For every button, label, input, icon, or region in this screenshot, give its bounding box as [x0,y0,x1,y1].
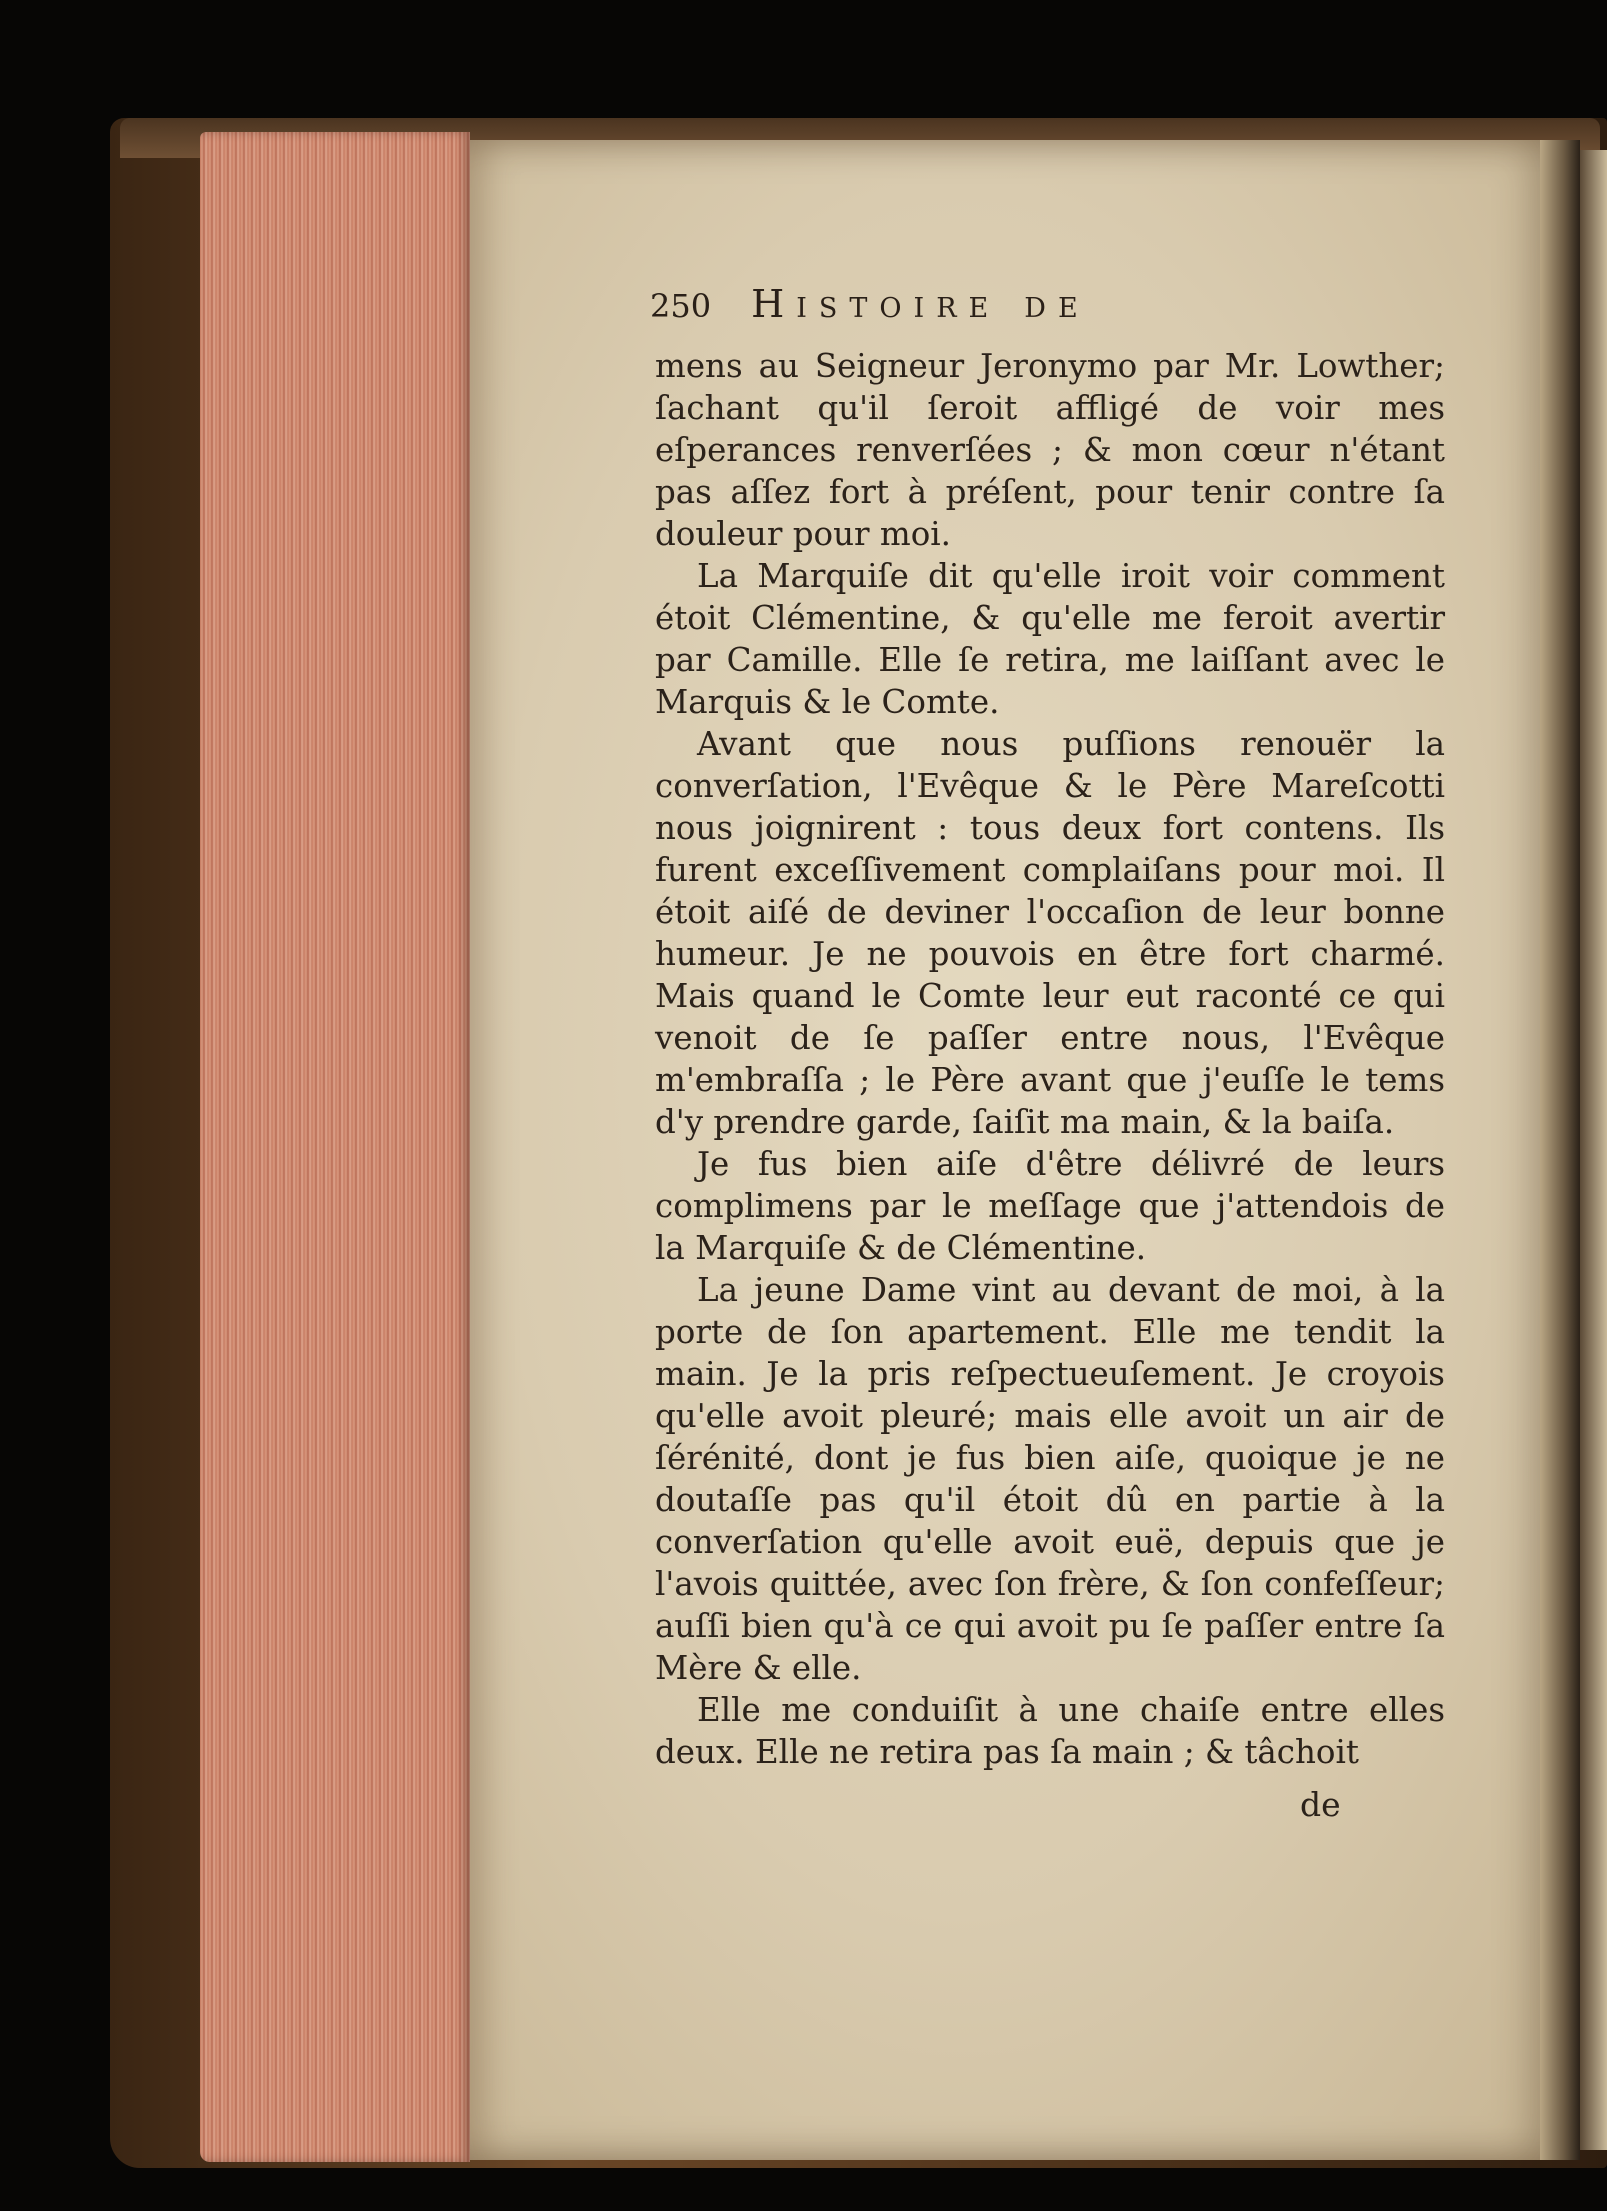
running-header [650,282,1450,326]
page-body [655,345,1445,1773]
paragraph: Je fus bien aiſe d'être délivré de leurs complimens par le meſſage que j'attendois de la Marquiſe & de Clémentine. [655,1145,1445,1267]
catchword: de [1300,1785,1341,1824]
page-edges [200,132,470,2162]
page-number: 250 [650,287,712,325]
paragraph: La jeune Dame vint au devant de moi, à la porte de ſon apartement. Elle me tendit la main. Je la pris reſpectueuſement. Je croyois qu'elle avoit pleuré; mais elle avoit un air de ſérénité, dont je fus bien aiſe, quoique je ne doutaſſe pas qu'il étoit dû en partie à la converſation qu'elle avoit euë, depuis que je l'avois quittée, avec ſon frère, & ſon confeſſeur; auſſi bien qu'à ce qui avoit pu ſe paſſer entre ſa Mère & elle. [655,1271,1445,1687]
running-title: Histoire de [751,282,1090,326]
paragraph: Avant que nous puſſions renouër la converſation, l'Evêque & le Père Mareſcotti nous joignirent : tous deux fort contens. Ils furent exceſſivement complaiſans pour moi. Il étoit aiſé de deviner l'occaſion de leur bonne humeur. Je ne pouvois en être fort charmé. Mais quand le Comte leur eut raconté ce qui venoit de ſe paſſer entre nous, l'Evêque m'embraſſa ; le Père avant que j'euſſe le tems d'y prendre garde, ſaiſit ma main, & la baiſa. [655,725,1445,1141]
paragraph: Elle me conduiſit à une chaiſe entre elles deux. Elle ne retira pas ſa main ; & tâchoit [655,1691,1445,1771]
paragraph: mens au Seigneur Jeronymo par Mr. Lowther; ſachant qu'il ſeroit affligé de voir mes eſperances renverſées ; & mon cœur n'étant pas aſſez fort à préſent, pour tenir contre ſa douleur pour moi. [655,347,1445,553]
page-gutter [1540,140,1580,2160]
facing-page-edge [1580,150,1607,2150]
paragraph: La Marquiſe dit qu'elle iroit voir comment étoit Clémentine, & qu'elle me feroit avertir par Camille. Elle ſe retira, me laiſſant avec le Marquis & le Comte. [655,557,1445,721]
